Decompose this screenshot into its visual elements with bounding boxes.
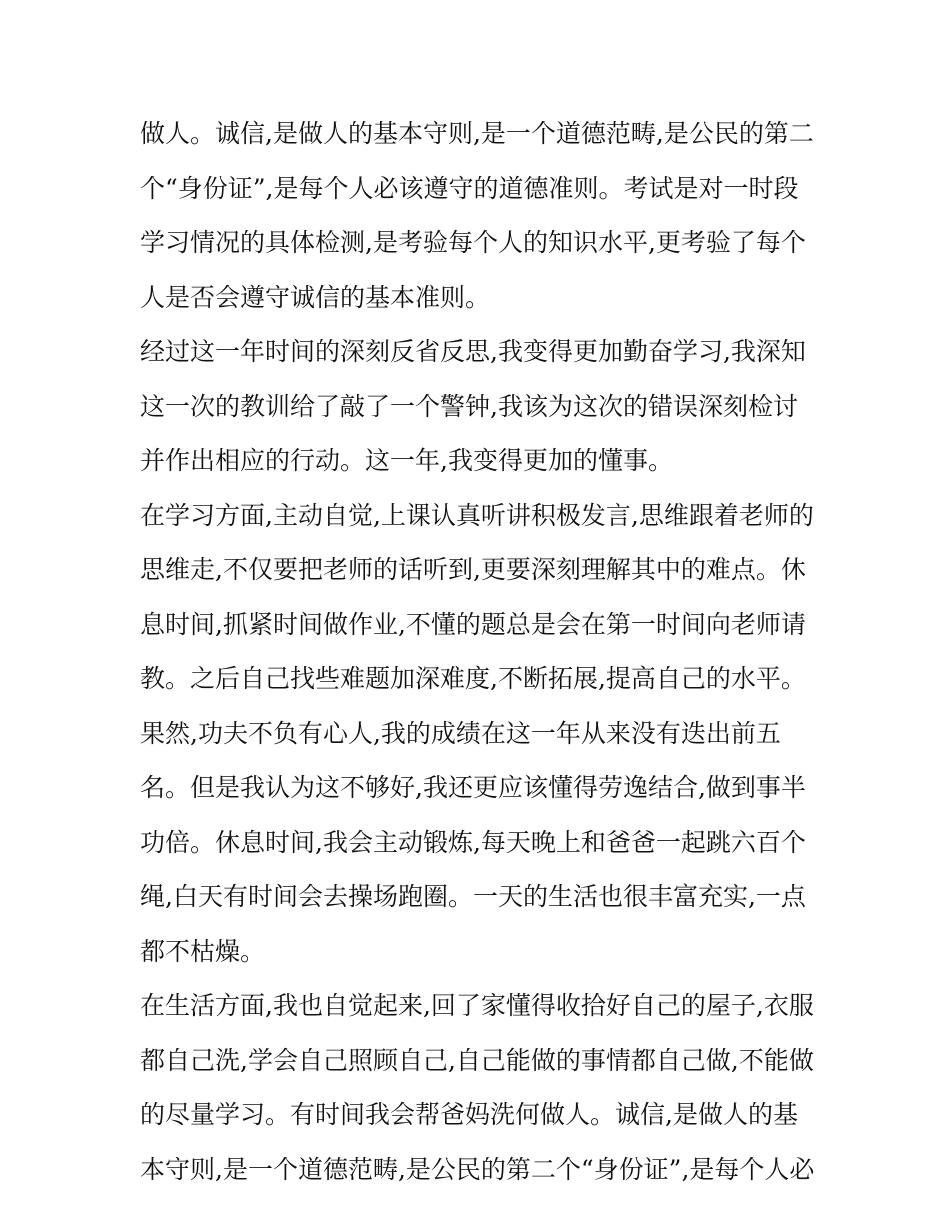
text-line: 功倍。休息时间,我会主动锻炼,每天晚上和爸爸一起跳六百个 <box>140 827 806 857</box>
text-line: 在学习方面,主动自觉,上课认真听讲积极发言,思维跟着老师的 <box>140 500 814 530</box>
text-line: 的尽量学习。有时间我会帮爸妈洗何做人。诚信,是做人的基 <box>140 1100 798 1129</box>
text-line: 在生活方面,我也自觉起来,回了家懂得收拾好自己的屋子,衣服 <box>140 991 814 1020</box>
text-line: 思维走,不仅要把老师的话听到,更要深刻理解其中的难点。休 <box>140 555 806 584</box>
text-line: 学习情况的具体检测,是考验每个人的知识水平,更考验了每个 <box>140 228 806 257</box>
text-line: 名。但是我认为这不够好,我还更应该懂得劳逸结合,做到事半 <box>140 773 806 802</box>
text-line: 人是否会遵守诚信的基本准则。 <box>140 282 491 312</box>
text-line: 做人。诚信,是做人的基本守则,是一个道德范畴,是公民的第二 <box>140 119 814 148</box>
text-line: 本守则,是一个道德范畴,是公民的第二个“身份证”,是每个人必 <box>140 1154 815 1184</box>
text-line: 果然,功夫不负有心人,我的成绩在这一年从来没有迭出前五 <box>140 718 781 748</box>
text-line: 教。之后自己找些难题加深难度,不断拓展,提高自己的水平。 <box>140 664 806 693</box>
text-line: 经过这一年时间的深刻反省反思,我变得更加勤奋学习,我深知 <box>140 337 806 366</box>
text-line: 都不枯燥。 <box>140 936 266 966</box>
text-line: 个“身份证”,是每个人必该遵守的道德准则。考试是对一时段 <box>140 173 799 203</box>
text-line: 这一次的教训给了敲了一个警钟,我该为这次的错误深刻检讨 <box>140 391 798 421</box>
text-line: 息时间,抓紧时间做作业,不懂的题总是会在第一时间向老师请 <box>140 609 806 639</box>
text-line: 绳,白天有时间会去操场跑圈。一天的生活也很丰富充实,一点 <box>140 882 806 911</box>
document-body <box>140 107 820 1197</box>
text-line: 并作出相应的行动。这一年,我变得更加的懂事。 <box>140 446 673 475</box>
text-line: 都自己洗,学会自己照顾自己,自己能做的事情都自己做,不能做 <box>140 1045 814 1075</box>
